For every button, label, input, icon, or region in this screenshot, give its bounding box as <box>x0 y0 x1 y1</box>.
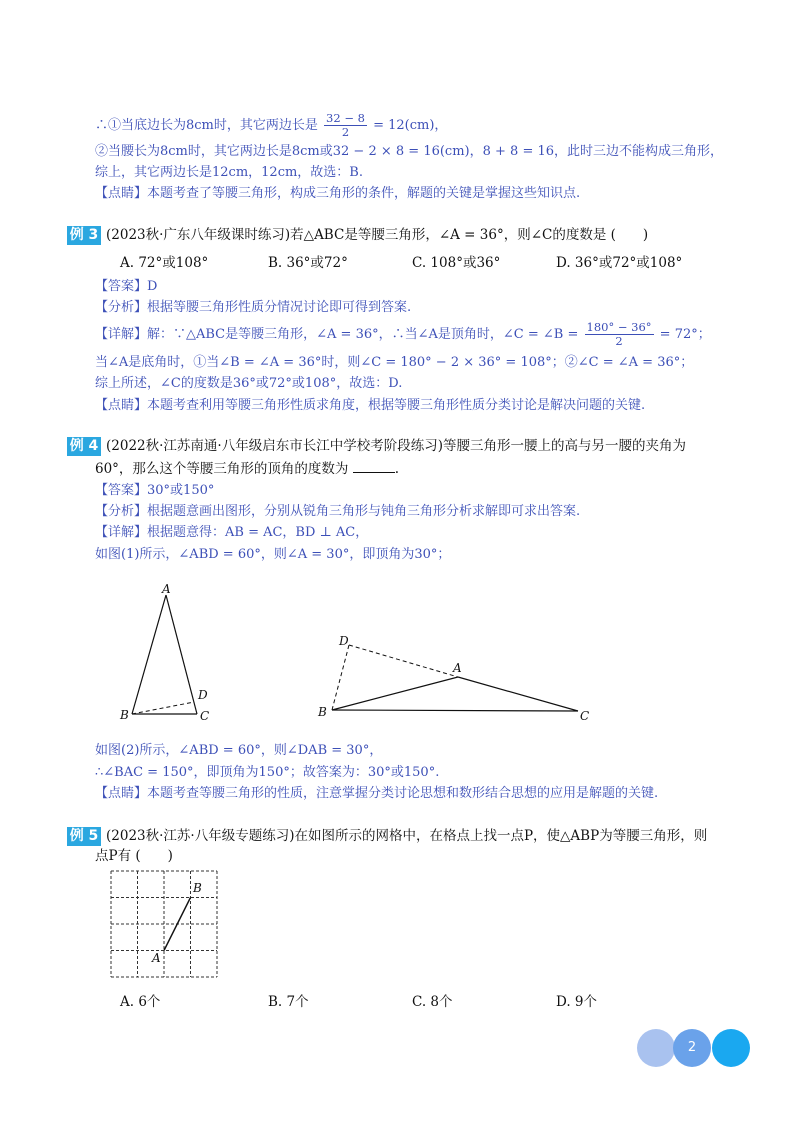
ex5-option-d: D. 9个 <box>556 994 598 1010</box>
fig2-side-bc <box>332 710 578 711</box>
fig2-side-ac <box>458 677 578 711</box>
ex5-option-a: A. 6个 <box>120 994 161 1010</box>
fig1-label-c: C <box>200 709 210 723</box>
fig1-side-ac <box>166 595 197 714</box>
ex3-detail-line1: 【详解】解：∵△ABC是等腰三角形，∠A = 36°，∴当∠A是顶角时，∠C = ∠B = $\frac{180^\circ - 36^\circ}{2}$ = 72°； <box>95 320 711 348</box>
fig2-altitude-bd <box>332 645 349 710</box>
ex3-comment: 【点睛】本题考查利用等腰三角形性质求角度，根据等腰三角形性质分类讨论是解决问题的关键. <box>95 398 646 413</box>
ex4-figure1-caption: 如图(1)所示，∠ABD = 60°，则∠A = 30°，即顶角为30°； <box>95 547 451 562</box>
example-5-badge: 例 5 <box>67 827 101 846</box>
example-4-badge: 例 4 <box>67 437 101 456</box>
ex4-comment: 【点睛】本题考查等腰三角形的性质，注意掌握分类讨论思想和数形结合思想的应用是解题的关键. <box>95 786 659 801</box>
ex3-option-c: C. 108°或36° <box>412 255 501 271</box>
block1-line2: ②当腰长为8cm时，其它两边长是8cm或32 − 2 × 8 = 16(cm)，8 + 8 = 16，此时三边不能构成三角形， <box>95 144 724 159</box>
grid-label-b: B <box>193 881 202 895</box>
fig1-label-a: A <box>162 582 171 596</box>
figure-2-triangle <box>312 628 602 723</box>
ex3-answer: 【答案】D <box>95 279 158 294</box>
ex4-detail: 【详解】根据题意得：AB = AC，BD ⊥ AC， <box>95 525 369 540</box>
page-circle-right <box>712 1029 750 1067</box>
example-4-question-line1: (2022秋·江苏南通·八年级启东市长江中学校考阶段练习)等腰三角形一腰上的高与另一腰的夹角为 <box>106 438 686 454</box>
ex3-detail-line3: 综上所述，∠C的度数是36°或72°或108°，故选：D. <box>95 376 403 391</box>
fig1-label-b: B <box>120 708 129 722</box>
page-circle-left <box>637 1029 675 1067</box>
grid-figure <box>108 868 223 983</box>
example-5-question-line2: 点P有 ( ) <box>95 848 173 864</box>
ex3-option-b: B. 36°或72° <box>268 255 348 271</box>
ex4-answer: 【答案】30°或150° <box>95 483 215 498</box>
grid-label-a: A <box>152 951 161 965</box>
fig1-label-d: D <box>198 688 208 702</box>
block1-comment: 【点睛】本题考查了等腰三角形，构成三角形的条件，解题的关键是掌握这些知识点. <box>95 186 581 201</box>
ex5-option-b: B. 7个 <box>268 994 309 1010</box>
block1-line1: ∴①当底边长为8cm时，其它两边长是 $\frac{32 - 8}{2}$ = 12(cm)， <box>95 111 448 139</box>
page-number: 2 <box>687 1040 697 1055</box>
ex4-conclusion: ∴∠BAC = 150°，即顶角为150°；故答案为：30°或150°. <box>95 765 440 780</box>
fig2-label-c: C <box>580 709 590 723</box>
example-5-question-line1: (2023秋·江苏·八年级专题练习)在如图所示的网格中，在格点上找一点P，使△ABP为等腰三角形，则 <box>106 828 708 844</box>
ex3-option-a: A. 72°或108° <box>120 255 209 271</box>
fig2-extension-ad <box>349 645 458 677</box>
block1-line3: 综上，其它两边长是12cm，12cm，故选：B. <box>95 165 363 180</box>
ex3-analysis: 【分析】根据等腰三角形性质分情况讨论即可得到答案. <box>95 300 412 315</box>
ex3-detail-line2: 当∠A是底角时，①当∠B = ∠A = 36°时，则∠C = 180° − 2 × 36° = 108°；②∠C = ∠A = 36°； <box>95 355 694 370</box>
example-3-question: (2023秋·广东八年级课时练习)若△ABC是等腰三角形，∠A = 36°，则∠C的度数是 ( ) <box>106 227 649 243</box>
fig2-label-a: A <box>453 661 462 675</box>
ex5-option-c: C. 8个 <box>412 994 453 1010</box>
answer-blank <box>353 460 395 473</box>
example-3-badge: 例 3 <box>67 226 101 245</box>
ex3-option-d: D. 36°或72°或108° <box>556 255 683 271</box>
fig1-side-ab <box>132 595 166 714</box>
ex4-analysis: 【分析】根据题意画出图形，分别从锐角三角形与钝角三角形分析求解即可求出答案. <box>95 504 581 519</box>
fig1-altitude-bd <box>132 702 194 714</box>
ex4-figure2-caption: 如图(2)所示，∠ABD = 60°，则∠DAB = 30°， <box>95 743 383 758</box>
figure-1-triangle <box>110 575 220 725</box>
fig2-side-ab <box>332 677 458 710</box>
example-4-question-line2: 60°，那么这个等腰三角形的顶角的度数为 . <box>95 461 400 477</box>
fig2-label-b: B <box>318 705 327 719</box>
fig2-label-d: D <box>339 634 349 648</box>
